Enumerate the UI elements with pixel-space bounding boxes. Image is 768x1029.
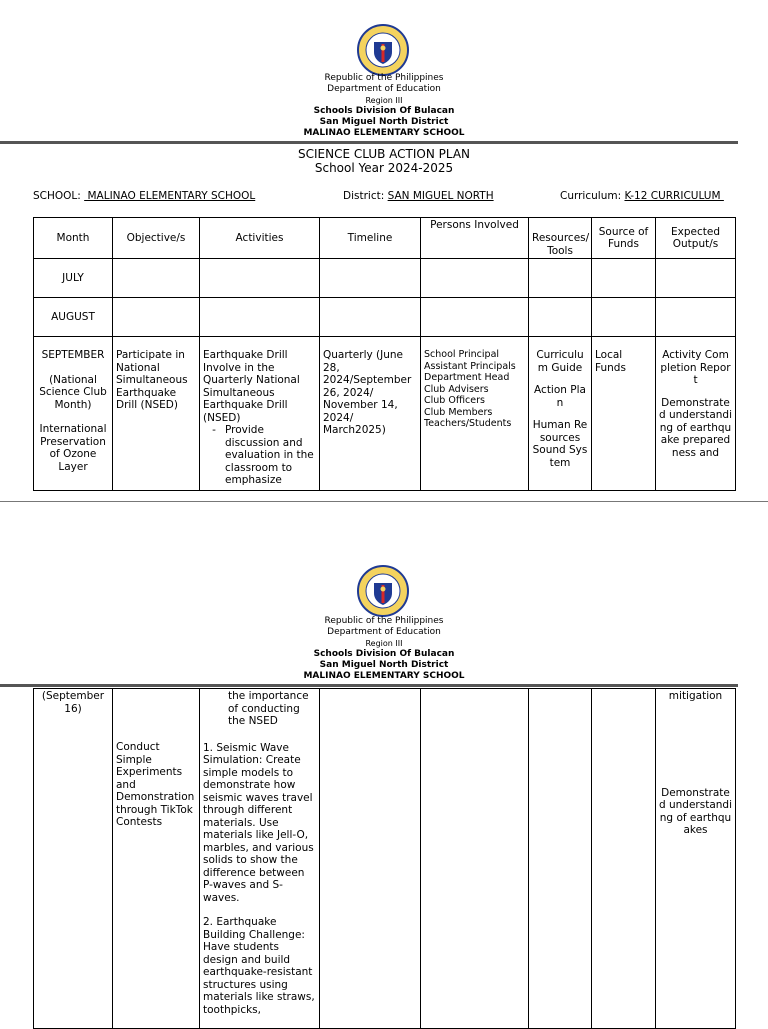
letterhead-1 xyxy=(234,73,534,139)
persons-cont xyxy=(421,689,529,1029)
col-funds: Source of Funds xyxy=(592,218,656,259)
page-title: SCIENCE CLUB ACTION PLAN xyxy=(297,147,471,161)
republic-text: Republic of the Philippines xyxy=(324,73,444,83)
outputs-cont xyxy=(656,689,736,1029)
activities-nsed-cont: the importance of conducting the NSED xyxy=(228,690,309,727)
deped-seal-icon xyxy=(357,565,409,617)
activities-nsed-dash-text: Provide discussion and evaluation in the classroom to emphasize xyxy=(225,424,314,486)
person-item: School Principal xyxy=(424,349,500,360)
republic-text: Republic of the Philippines xyxy=(324,616,444,626)
division-text: Schools Division Of Bulacan xyxy=(313,649,455,659)
person-item: Teachers/Students xyxy=(424,418,512,429)
person-item: Club Officers xyxy=(424,395,485,406)
department-text: Department of Education xyxy=(327,627,441,637)
school-field xyxy=(33,190,255,202)
school-text: MALINAO ELEMENTARY SCHOOL xyxy=(303,671,465,681)
col-month: Month xyxy=(34,218,113,259)
deped-seal-1 xyxy=(357,24,409,80)
resource-item: Sound System xyxy=(532,444,588,469)
output-item: Demonstrated understanding of earthquakes xyxy=(659,786,733,836)
title-block xyxy=(234,147,534,175)
activities-nsed-intro: Earthquake Drill Involve in the Quarterly National Simultaneous Earthquake Drill (NSED) xyxy=(203,349,300,424)
funds-cont xyxy=(592,689,656,1029)
col-persons: Persons Involved xyxy=(421,218,529,259)
month-september-cont: (September 16) xyxy=(34,689,113,1029)
col-objectives: Objective/s xyxy=(113,218,200,259)
month-august: AUGUST xyxy=(34,298,113,337)
resource-item: Action Plan xyxy=(534,384,586,409)
col-timeline: Timeline xyxy=(320,218,421,259)
header-divider-2 xyxy=(0,684,738,687)
person-item: Club Advisers xyxy=(424,383,489,395)
person-item: Department Head xyxy=(424,372,510,383)
output-item: Activity Completion Report xyxy=(660,349,731,386)
division-text: Schools Division Of Bulacan xyxy=(313,106,455,116)
month-september-note: (National Science Club Month) xyxy=(39,373,107,411)
school-text: MALINAO ELEMENTARY SCHOOL xyxy=(303,128,465,138)
district-label: District: xyxy=(343,190,385,202)
action-plan-table-cont xyxy=(33,688,736,1029)
persons-nsed xyxy=(421,337,529,491)
dash-bullet: - xyxy=(212,424,216,436)
table-row-july xyxy=(34,259,736,298)
district-text: San Miguel North District xyxy=(319,660,449,670)
school-value: MALINAO ELEMENTARY SCHOOL xyxy=(84,190,256,202)
col-resources: Resources/ Tools xyxy=(529,218,592,259)
region-text: Region III xyxy=(365,96,403,105)
header-divider-1 xyxy=(0,141,738,144)
table-header-row xyxy=(34,218,736,259)
outputs-nsed xyxy=(656,337,736,491)
deped-seal-icon xyxy=(357,24,409,76)
month-july: JULY xyxy=(34,259,113,298)
month-september-event: International Preservation of Ozone Layer xyxy=(39,423,107,473)
district-value: SAN MIGUEL NORTH xyxy=(387,190,494,202)
resource-item: Human Resources xyxy=(532,419,588,444)
deped-seal-2 xyxy=(357,565,409,621)
resources-cont xyxy=(529,689,592,1029)
objective-experiments: Conduct Simple Experiments and Demonstration through TikTok Contests xyxy=(113,689,200,1029)
department-text: Department of Education xyxy=(327,84,441,94)
curriculum-label: Curriculum: xyxy=(560,190,622,202)
activity-seismic-wave: 1. Seismic Wave Simulation: Create simple models to demonstrate how seismic waves travel through different materials. Use materials like Jell-O, marbles, and various solids to show the difference between P-waves and S-waves. xyxy=(203,741,314,904)
timeline-cont xyxy=(320,689,421,1029)
output-item: Demonstrated understanding of earthquake preparedness and xyxy=(659,396,733,459)
col-outputs: Expected Output/s xyxy=(656,218,736,259)
table-row-september xyxy=(34,337,736,491)
action-plan-table xyxy=(33,217,736,491)
table-row-september-cont xyxy=(34,689,736,1029)
curriculum-field xyxy=(560,190,724,202)
page-break-line xyxy=(0,501,768,502)
month-september xyxy=(34,337,113,491)
resources-nsed xyxy=(529,337,592,491)
school-year: School Year 2024-2025 xyxy=(314,161,454,175)
month-september-name: SEPTEMBER xyxy=(41,349,105,361)
district-field xyxy=(343,190,494,202)
curriculum-value: K-12 CURRICULUM xyxy=(624,190,724,202)
funds-nsed: Local Funds xyxy=(592,337,656,491)
letterhead-2 xyxy=(234,616,534,682)
output-item: mitigation xyxy=(668,690,723,702)
person-item: Assistant Principals xyxy=(424,360,516,372)
activity-building-challenge: 2. Earthquake Building Challenge: Have students design and build earthquake-resistant structures using materials like straws, toothpicks, xyxy=(203,916,315,1016)
table-row-august xyxy=(34,298,736,337)
timeline-nsed: Quarterly (June 28, 2024/September 26, 2024/ November 14, 2024/ March2025) xyxy=(320,337,421,491)
col-activities: Activities xyxy=(200,218,320,259)
school-label: SCHOOL: xyxy=(33,190,81,202)
activities-nsed xyxy=(200,337,320,491)
objective-nsed: Participate in National Simultaneous Earthquake Drill (NSED) xyxy=(113,337,200,491)
activities-cont xyxy=(200,689,320,1029)
resource-item: Curriculum Guide xyxy=(536,349,584,374)
district-text: San Miguel North District xyxy=(319,117,449,127)
activities-nsed-dash xyxy=(203,424,316,487)
person-item: Club Members xyxy=(424,406,493,418)
region-text: Region III xyxy=(365,639,403,648)
